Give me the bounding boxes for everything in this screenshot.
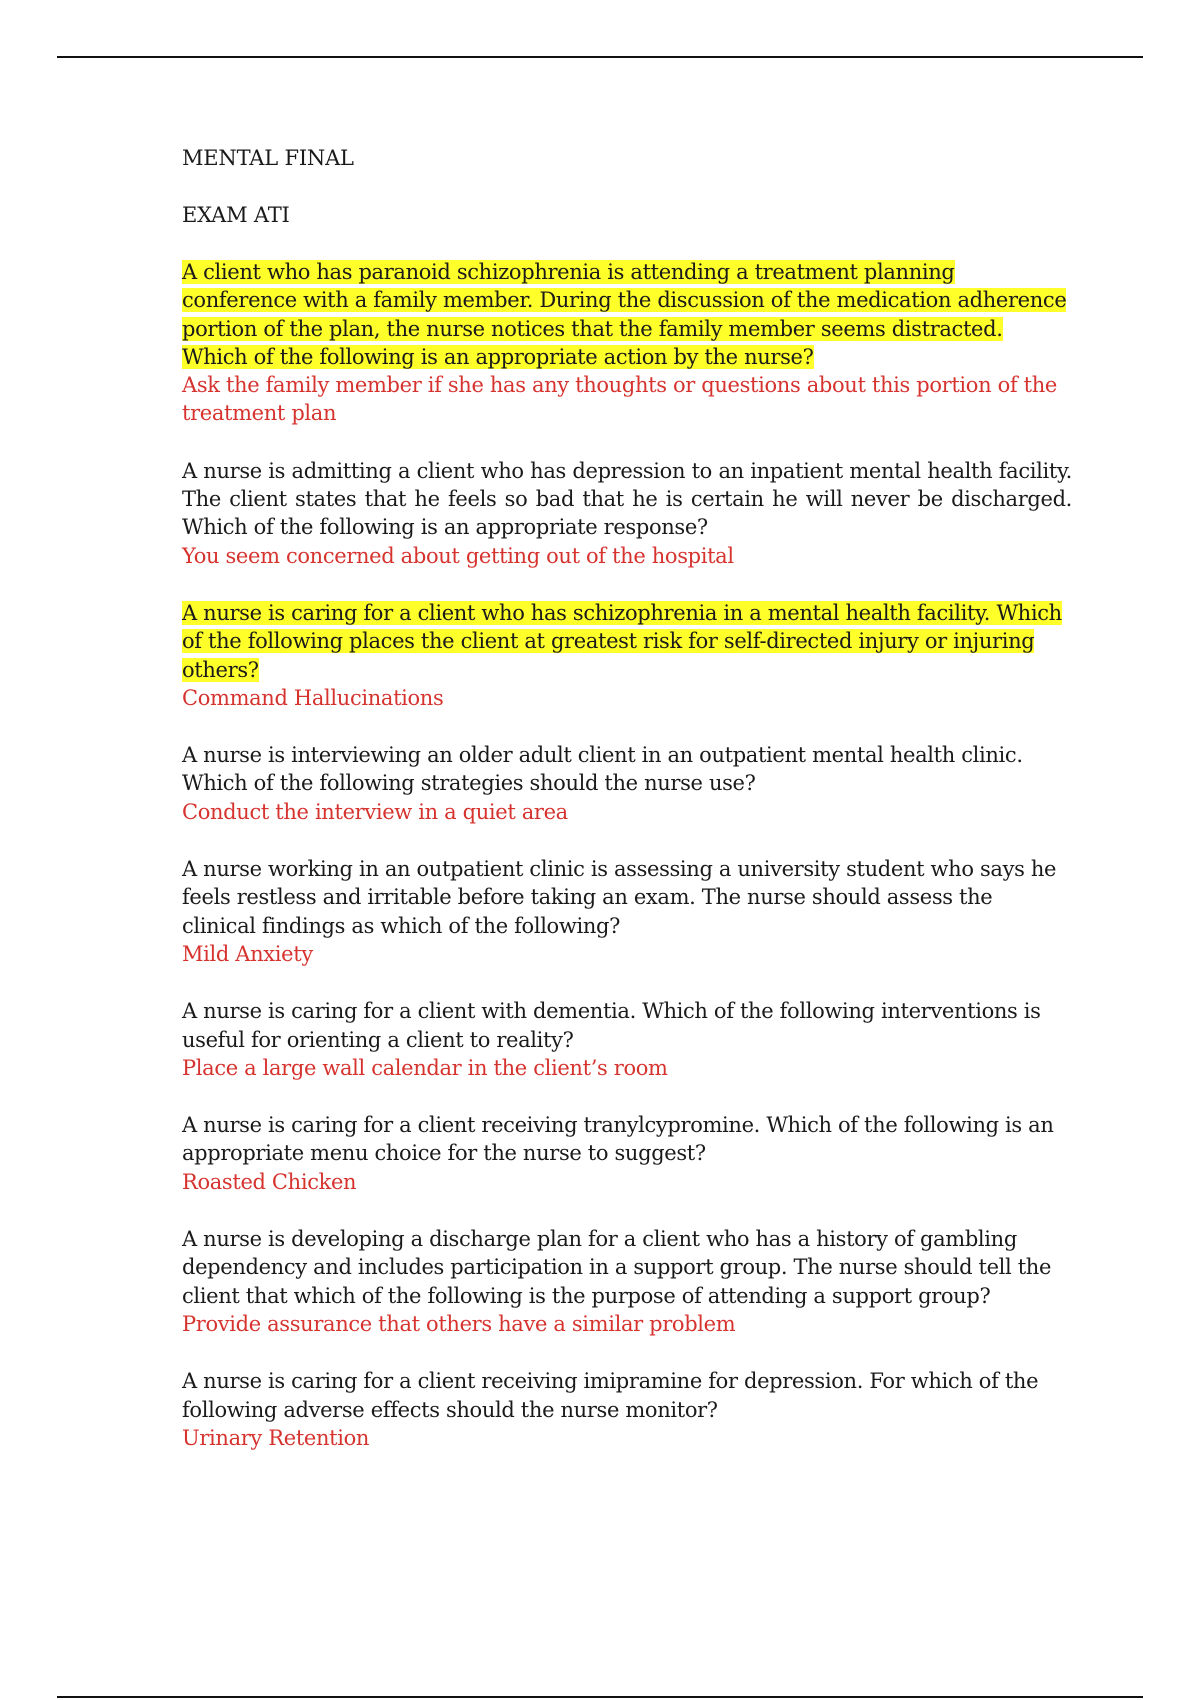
question-4: A nurse is interviewing an older adult client in an outpatient mental health clinic. Which of the following strategies should the nurse use?: [182, 743, 1023, 796]
qa-item-5: [182, 855, 1072, 968]
answer-1: Ask the family member if she has any thoughts or questions about this portion of the treatment plan: [182, 373, 1057, 426]
bottom-rule: [57, 1696, 1143, 1698]
qa-item-6: [182, 997, 1072, 1082]
qa-item-4: [182, 741, 1072, 826]
question-7: A nurse is caring for a client receiving tranylcypromine. Which of the following is an appropriate menu choice for the nurse to suggest?: [182, 1113, 1054, 1166]
document-body: [182, 144, 1072, 1481]
answer-9: Urinary Retention: [182, 1425, 370, 1450]
question-3: [182, 599, 1072, 684]
answer-6: Place a large wall calendar in the client’s room: [182, 1055, 668, 1080]
qa-item-3: [182, 599, 1072, 712]
answer-3: Command Hallucinations: [182, 685, 444, 710]
question-8: A nurse is developing a discharge plan for a client who has a history of gambling dependency and includes participation in a support group. The nurse should tell the client that which of the following is the purpose of attending a support group?: [182, 1227, 1052, 1308]
question-1: [182, 258, 1072, 371]
answer-4: Conduct the interview in a quiet area: [182, 799, 568, 824]
answer-5: Mild Anxiety: [182, 941, 313, 966]
question-9: A nurse is caring for a client receiving imipramine for depression. For which of the following adverse effects should the nurse monitor?: [182, 1369, 1039, 1422]
answer-7: Roasted Chicken: [182, 1169, 357, 1194]
answer-2: You seem concerned about getting out of the hospital: [182, 543, 734, 568]
question-5: A nurse working in an outpatient clinic is assessing a university student who says he feels restless and irritable before taking an exam. The nurse should assess the clinical findings as which of the following?: [182, 857, 1057, 938]
answer-8: Provide assurance that others have a similar problem: [182, 1311, 736, 1336]
qa-item-8: [182, 1225, 1072, 1338]
top-rule: [57, 56, 1143, 58]
qa-item-7: [182, 1111, 1072, 1196]
question-1-text: A client who has paranoid schizophrenia is attending a treatment planning conference with a family member. During the discussion of the medication adherence portion of the plan, the nurse notices that the family member seems distracted. Which of the following is an appropriate action by the nurse?: [182, 260, 1067, 369]
qa-item-9: [182, 1367, 1072, 1452]
qa-item-1: [182, 258, 1072, 428]
question-6: A nurse is caring for a client with dementia. Which of the following interventions is useful for orienting a client to reality?: [182, 999, 1041, 1052]
document-subtitle: EXAM ATI: [182, 203, 290, 227]
question-3-text: A nurse is caring for a client who has schizophrenia in a mental health facility. Which of the following places the client at greatest risk for self-directed injury or injuring others?: [182, 600, 1062, 682]
question-2: A nurse is admitting a client who has depression to an inpatient mental health facility. The client states that he feels so bad that he is certain he will never be discharged. Which of the following is an appropriate response?: [182, 458, 1072, 540]
qa-item-2: [182, 457, 1072, 570]
document-title: MENTAL FINAL: [182, 146, 354, 170]
